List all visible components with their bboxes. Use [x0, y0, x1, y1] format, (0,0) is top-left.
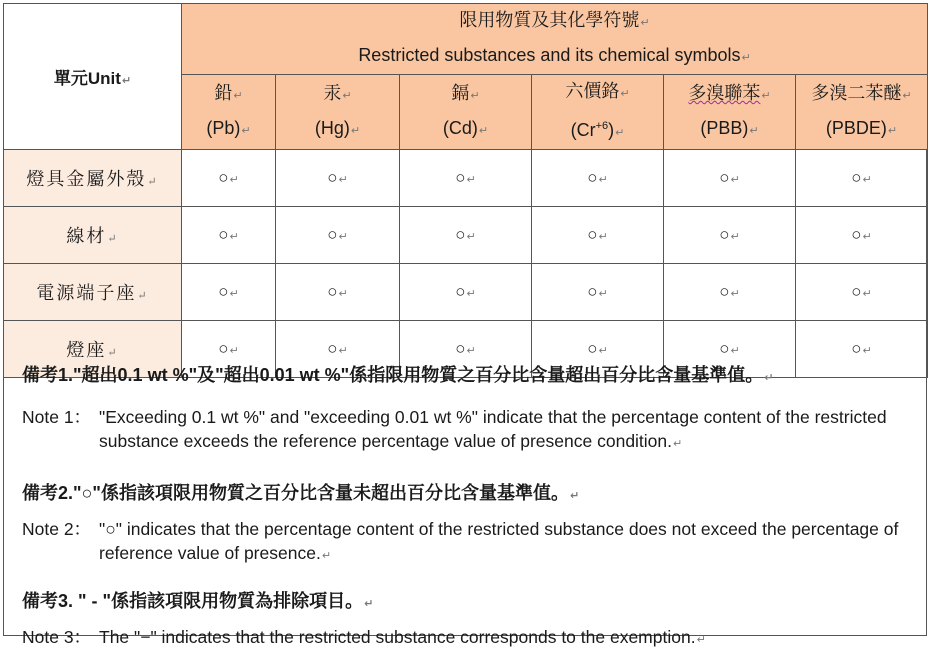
table-cell: ○↵	[276, 264, 400, 321]
rohs-table	[3, 3, 928, 378]
table-cell: ○↵	[664, 207, 796, 264]
table-cell: ○↵	[532, 150, 664, 207]
table-cell: ○↵	[182, 150, 276, 207]
substance-header-cd: 鎘↵ (Cd)↵	[400, 75, 532, 150]
table-cell: ○↵	[796, 264, 928, 321]
table-cell: ○↵	[400, 321, 532, 378]
table-cell: ○↵	[400, 264, 532, 321]
table-cell: ○↵	[664, 321, 796, 378]
table-row	[4, 264, 928, 321]
substance-header-pbb: 多溴聯苯↵ (PBB)↵	[664, 75, 796, 150]
substances-title	[182, 4, 928, 75]
table-cell: ○↵	[276, 321, 400, 378]
note1-en: Note 1： "Exceeding 0.1 wt %" and "exceeding 0.01 wt %" indicate that the percentage content of the restricted substance exceeds the reference percentage value of presence condition.↵	[22, 407, 887, 451]
note3-zh: 備考3. " - "係指該項限用物質為排除項目。↵	[22, 591, 374, 611]
table-cell: ○↵	[400, 150, 532, 207]
table-cell: ○↵	[276, 207, 400, 264]
note3-en: Note 3： The "−" indicates that the restricted substance corresponds to the exemption.↵	[22, 627, 706, 647]
row-label: 燈座↵	[4, 321, 182, 378]
table-cell: ○↵	[532, 264, 664, 321]
table-cell: ○↵	[182, 321, 276, 378]
table-cell: ○↵	[400, 207, 532, 264]
table-cell: ○↵	[276, 150, 400, 207]
title-en: Restricted substances and its chemical symbols↵	[358, 45, 751, 65]
substance-header-pbde: 多溴二苯醚↵ (PBDE)↵	[796, 75, 928, 150]
note2-zh: 備考2."○"係指該項限用物質之百分比含量未超出百分比含量基準值。↵	[22, 483, 580, 503]
table-row	[4, 207, 928, 264]
note1-zh: 備考1."超出0.1 wt %"及"超出0.01 wt %"係指限用物質之百分比含量超出百分比含量基準值。↵	[22, 365, 774, 385]
unit-header: 單元Unit↵	[4, 4, 182, 150]
table-cell: ○↵	[182, 207, 276, 264]
note2-en: Note 2： "○" indicates that the percentage content of the restricted substance does not exceed the percentage of reference value of presence.↵	[22, 519, 899, 563]
notes-section	[22, 362, 917, 652]
table-cell: ○↵	[796, 150, 928, 207]
table-cell: ○↵	[182, 264, 276, 321]
title-zh: 限用物質及其化學符號↵	[459, 10, 650, 30]
row-label: 線材↵	[4, 207, 182, 264]
substance-header-cr6: 六價鉻↵ $(Cr^{+6})↵$	[532, 75, 664, 150]
table-cell: ○↵	[532, 207, 664, 264]
row-label: 電源端子座↵	[4, 264, 182, 321]
table-row	[4, 150, 928, 207]
table-cell: ○↵	[796, 321, 928, 378]
table-cell: ○↵	[664, 150, 796, 207]
table-cell: ○↵	[532, 321, 664, 378]
substance-header-pb: 鉛↵ (Pb)↵	[182, 75, 276, 150]
table-cell: ○↵	[664, 264, 796, 321]
row-label: 燈具金屬外殼↵	[4, 150, 182, 207]
table-cell: ○↵	[796, 207, 928, 264]
substance-header-hg: 汞↵ (Hg)↵	[276, 75, 400, 150]
